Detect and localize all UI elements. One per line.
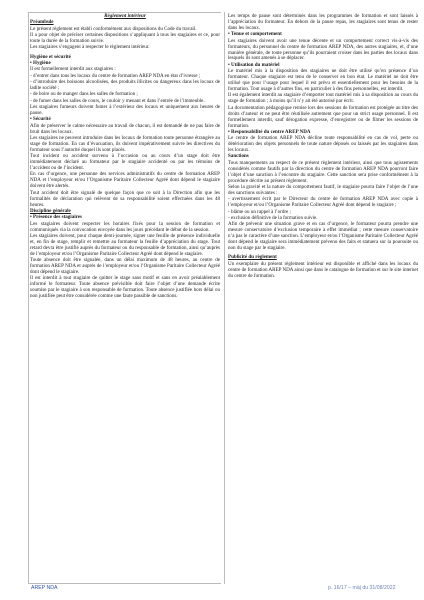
paragraph: Afin de prévenir une situation grave et en cas d’urgence, le formateur pourra prendre une mesure conservatoire d’exclusion temporaire à effet immédiat ; cette mesure conservatoire n’a pas le caractère d’une sanction. L’employeur et/ou l’Organisme Paritaire Collecteur Agréé dont dépend le stagiaire sera immédiatement prévenu des faits et statuera sur la poursuite ou non du stage par le stagiaire. [228, 221, 418, 252]
list-item: - d’introduire des boissons alcoolisées, des produits illicites ou dangereux dans les locaux de ladite société ; [30, 79, 220, 91]
section-heading-publicite: Publicité du règlement [228, 254, 277, 261]
section-heading-discipline: Discipline générale [30, 207, 71, 214]
preamble-paragraph: Il a pour objet de préciser certaines dispositions s’appliquant à tous les stagiaires et ce, pour toute la durée de la formation suivie. [30, 32, 220, 44]
subheading-sanctions: Sanctions [228, 153, 249, 160]
list-item: - de fumer dans les salles de cours, le couloir y menant et dans l’entrée de l’immeuble. [30, 97, 205, 104]
subheading-materiel: • Utilisation du matériel [228, 61, 280, 68]
preamble-paragraph: Les stagiaires s’engagent à respecter le règlement intérieur. [30, 44, 150, 51]
subheading-securite: • Sécurité [30, 116, 51, 123]
paragraph: La documentation pédagogique remise lors des sessions de formation est protégée au titre des droits d’auteur et ne peut être réutilisée autrement que pour un strict usage personnel. Il est formellement interdit, sauf dérogation expresse, d’enregistrer ou de filmer les sessions de formation. [228, 104, 418, 129]
preamble-paragraph: Le présent règlement est établi conformément aux dispositions du Code du travail. [30, 25, 197, 32]
paragraph: Les stagiaires ne peuvent introduire dans les locaux de formation toute personne étrangère au stage de formation. En cas d’évacuation, ils doivent impérativement suivre les directives du formateur sous l’autorité duquel ils sont placés. [30, 134, 220, 153]
list-item: - d’entrer dans tous les locaux du centre de formation AREP NDA en état d’ivresse ; [30, 72, 201, 79]
paragraph: Selon la gravité et la nature du comportement fautif, le stagiaire pourra faire l’objet de l’une des sanctions suivantes : [228, 183, 418, 196]
paragraph: Il est formellement interdit aux stagiaires : [30, 66, 116, 73]
paragraph: Un exemplaire du présent règlement intérieur est disponible et affiché dans les locaux du centre de formation AREP NDA ainsi que dans le catalogue de formation et sur le site internet du centre de formation. [228, 260, 418, 279]
paragraph: Les stagiaires doivent respecter les horaires fixés pour la session de formation et communiqués via la convocation envoyée dans les jours précédant le début de la session. [30, 220, 220, 233]
list-item: - avertissement écrit par le Directeur du centre de formation AREP NDA avec copie à l’employeur et/ou l’Organisme Paritaire Collecteur Agréé dont dépend le stagiaire ; [228, 196, 418, 209]
paragraph: Les stagiaires doivent avoir une tenue décente et un comportement correct vis-à-vis des formateurs, du personnel du centre de formation AREP NDA, des autres stagiaires, et, d’une manière générale, de toute personne qu’ils pourraient croiser dans les parties des locaux dans lesquels ils sont amenés à se déplacer. [228, 37, 418, 62]
left-column [30, 14, 220, 301]
paragraph: Le matériel mis à la disposition des stagiaires ne doit être utilisé qu’en présence d’un formateur. Chaque stagiaire est tenu de le conserver en bon état. Le matériel ne doit être utilisé que pour l’usage pour lequel il est prévu et essentiellement pour les besoins de la formation. Tout usage à d’autres fins, en particulier à des fins personnelles, est interdit. [228, 68, 418, 92]
paragraph: Il est également interdit au stagiaire d’emporter tout matériel mis à sa disposition au cours du stage de formation ; à moins qu’il n’y ait été autorisé par écrit. [228, 92, 418, 105]
subheading-responsabilite: • Responsabilité du centre AREP NDA [228, 128, 311, 135]
paragraph: Les stagiaires doivent, pour chaque demi-journée, signer une feuille de présence individuelle et, en fin de stage, remplir et remettre au formateur la feuille d’appréciation du stage. Tout retard devra être justifié auprès du formateur ou du responsable de formation, ainsi qu’auprès de l’employeur et/ou l’Organisme Paritaire Collecteur Agréé dont dépend le stagiaire. [30, 232, 220, 257]
right-column [228, 14, 418, 280]
section-heading-hygiene-securite: Hygiène et sécurité [30, 53, 71, 60]
paragraph: En cas d’urgence, une personne des services administratifs du centre de formation AREP NDA et l’employeur et/ou l’Organisme Paritaire Collecteur Agréé dont dépend le stagiaire doivent être alertés. [30, 171, 220, 190]
list-item: - exclusion définitive de la formation suivie. [228, 214, 318, 221]
subheading-tenue: • Tenue et comportement [228, 31, 282, 38]
paragraph: Les temps de pause sont déterminés dans les programmes de formation et sont laissés à l’appréciation du formateur. En dehors de la pause repas, les stagiaires sont tenus de rester dans les locaux. [228, 13, 418, 31]
paragraph: Tous manquements au respect de ce présent règlement intérieur, ainsi que tous agissements considérés comme fautifs par la direction du centre de formation AREP NDA pourront faire l’objet d’une sanction à l’encontre du stagiaire. Cette sanction sera prise conformément à la procédure décrite au présent règlement. [228, 159, 418, 184]
footer-organization: AREP NDA [31, 585, 58, 591]
subheading-hygiene: • Hygiène [30, 60, 51, 67]
preamble-heading: Préambule [30, 19, 54, 26]
list-item: - de boire ou de manger dans les salles de formation ; [30, 91, 138, 98]
paragraph: Tout incident ou accident survenu à l’occasion ou au cours d’un stage doit être immédiatement déclaré au formateur par le stagiaire accidenté ou par les témoins de l’accident ou de l’incident. [30, 153, 220, 172]
paragraph: Il est interdit à tout stagiaire de quitter le stage sans motif et sans en avoir préalablement informé le formateur. Toute absence prévisible doit faire l’objet d’une demande écrite soumise par le stagiaire à son responsable de formation. Toute absence justifiée hors délai ou non justifiée peut être considérée comme une faute passible de sanctions. [30, 275, 220, 300]
paragraph: Toute absence doit être signalée, dans un délai maximum de 48 heures, au centre de formation AREP NDA et auprès de l’employeur et/ou l’Organisme Paritaire Collecteur Agréé dont dépend le stagiaire. [30, 257, 220, 276]
paragraph: Tout accident doit être signalé de quelque façon que ce soit à la Direction afin que les formalités de déclaration qui relèvent de sa responsabilité soient effectuées dans les 48 heures. [30, 189, 220, 208]
paragraph: Afin de préserver le calme nécessaire au travail de chacun, il est demandé de ne pas faire de bruit dans les locaux. [30, 122, 220, 135]
subheading-presence: • Présence des stagiaires [30, 214, 82, 221]
page-title: Règlement intérieur [104, 13, 146, 19]
list-item: - blâme ou un rappel à l’ordre ; [228, 208, 291, 215]
paragraph: Les stagiaires fumeurs doivent fumer à l’extérieur des locaux et uniquement aux heures de pause. [30, 104, 220, 116]
footer-page-number: p. 16/17 – màj du 31/08/2022 [328, 585, 396, 591]
paragraph: Le centre de formation AREP NDA décline toute responsabilité en cas de vol, perte ou détérioration des objets personnels de toute nature déposés ou laissés par les stagiaires dans les locaux. [228, 135, 418, 154]
